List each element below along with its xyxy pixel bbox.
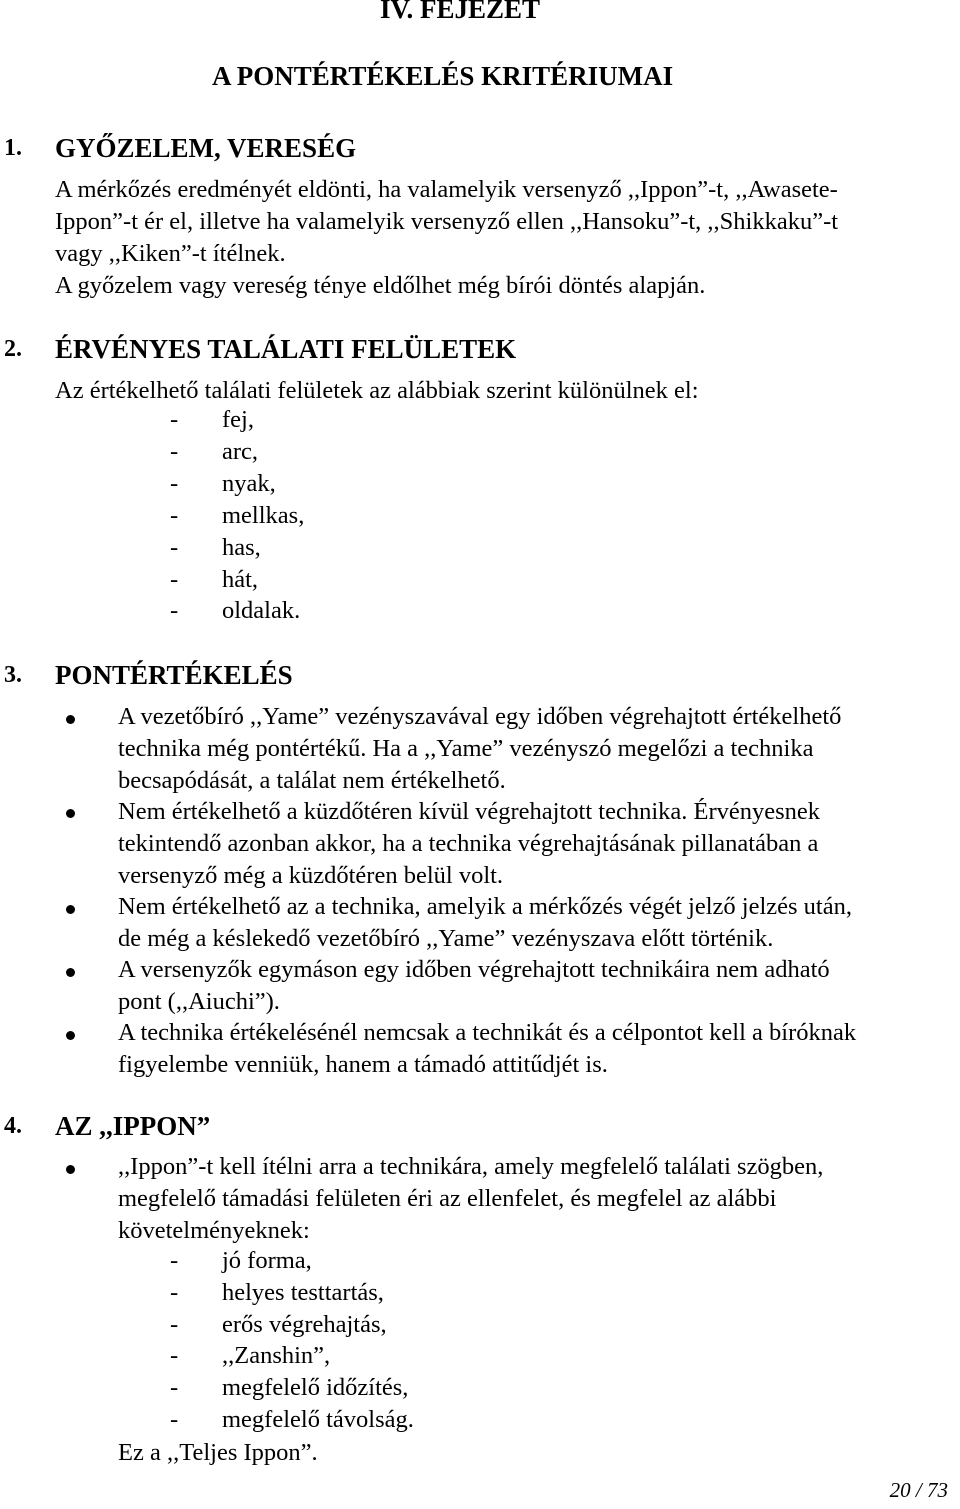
- list-item: arc,: [222, 438, 259, 465]
- section-4-bullet-line-1: ,,Ippon”-t kell ítélni arra a technikára, amely megfelelő találati szögben,: [118, 1153, 824, 1180]
- section-1-line-2: Ippon”-t ér el, illetve ha valamelyik versenyző ellen ,,Hansoku”-t, ,,Shikkaku”-t: [55, 208, 839, 235]
- section-3-bullet-2-line-1: Nem értékelhető a küzdőtéren kívül végrehajtott technika. Érvényesnek: [118, 798, 821, 825]
- section-3-bullet-5-line-1: A technika értékelésénél nemcsak a technikát és a célpontot kell a bíróknak: [118, 1019, 857, 1046]
- section-4-bullet-line-3: követelményeknek:: [118, 1217, 310, 1244]
- list-item: ,,Zanshin”,: [222, 1342, 331, 1369]
- list-dash: -: [170, 1247, 179, 1274]
- list-item: fej,: [222, 406, 254, 433]
- list-dash: -: [170, 406, 179, 433]
- list-dash: -: [170, 534, 179, 561]
- bullet-dot: [66, 809, 75, 818]
- section-4-heading: AZ ,,IPPON”: [55, 1111, 211, 1141]
- list-item: mellkas,: [222, 502, 305, 529]
- bullet-dot: [66, 715, 75, 724]
- list-item: megfelelő távolság.: [222, 1406, 414, 1433]
- list-dash: -: [170, 438, 179, 465]
- chapter-number-title: IV. FEJEZET: [380, 0, 541, 24]
- bullet-dot: [66, 1031, 75, 1040]
- bullet-dot: [66, 905, 75, 914]
- list-dash: -: [170, 566, 179, 593]
- list-item: megfelelő időzítés,: [222, 1374, 409, 1401]
- list-item: nyak,: [222, 470, 276, 497]
- section-2-number: 2.: [4, 336, 22, 362]
- section-3-bullet-4-line-2: pont (,,Aiuchi”).: [118, 988, 280, 1015]
- section-3-bullet-1-line-3: becsapódását, a találat nem értékelhető.: [118, 767, 506, 794]
- section-3-heading: PONTÉRTÉKELÉS: [55, 660, 293, 690]
- list-item: helyes testtartás,: [222, 1279, 384, 1306]
- list-dash: -: [170, 1279, 179, 1306]
- section-3-bullet-3-line-2: de még a késlekedő vezetőbíró ,,Yame” vezényszava előtt történik.: [118, 925, 774, 952]
- section-1-heading: GYŐZELEM, VERESÉG: [55, 133, 357, 163]
- section-1-line-1: A mérkőzés eredményét eldönti, ha valamelyik versenyző ,,Ippon”-t, ,,Awasete-: [55, 176, 838, 203]
- list-dash: -: [170, 1311, 179, 1338]
- list-dash: -: [170, 470, 179, 497]
- section-3-bullet-4-line-1: A versenyzők egymáson egy időben végrehajtott technikáira nem adható: [118, 956, 830, 983]
- section-2-heading: ÉRVÉNYES TALÁLATI FELÜLETEK: [55, 334, 517, 364]
- section-3-bullet-2-line-3: versenyző még a küzdőtéren belül volt.: [118, 862, 504, 889]
- bullet-dot: [66, 968, 75, 977]
- section-1-line-4: A győzelem vagy vereség ténye eldőlhet még bírói döntés alapján.: [55, 272, 706, 299]
- section-3-bullet-5-line-2: figyelembe venniük, hanem a támadó attitűdjét is.: [118, 1051, 608, 1078]
- list-dash: -: [170, 1374, 179, 1401]
- list-dash: -: [170, 502, 179, 529]
- list-dash: -: [170, 597, 179, 624]
- page-number: 20 / 73: [889, 1478, 948, 1502]
- section-3-number: 3.: [4, 662, 22, 688]
- list-item: has,: [222, 534, 261, 561]
- section-3-bullet-1-line-2: technika még pontértékű. Ha a ,,Yame” vezényszó megelőzi a technika: [118, 735, 814, 762]
- bullet-dot: [66, 1165, 75, 1174]
- section-4-closing: Ez a ,,Teljes Ippon”.: [118, 1439, 318, 1466]
- list-item: hát,: [222, 566, 259, 593]
- section-3-bullet-1-line-1: A vezetőbíró ,,Yame” vezényszavával egy időben végrehajtott értékelhető: [118, 703, 842, 730]
- list-dash: -: [170, 1342, 179, 1369]
- list-dash: -: [170, 1406, 179, 1433]
- section-3-bullet-3-line-1: Nem értékelhető az a technika, amelyik a mérkőzés végét jelző jelzés után,: [118, 893, 852, 920]
- list-item: oldalak.: [222, 597, 301, 624]
- section-1-line-3: vagy ,,Kiken”-t ítélnek.: [55, 240, 286, 267]
- section-1-number: 1.: [4, 135, 22, 161]
- section-2-intro: Az értékelhető találati felületek az alábbiak szerint különülnek el:: [55, 377, 699, 404]
- chapter-subtitle: A PONTÉRTÉKELÉS KRITÉRIUMAI: [212, 61, 674, 91]
- section-4-number: 4.: [4, 1113, 22, 1139]
- section-3-bullet-2-line-2: tekintendő azonban akkor, ha a technika végrehajtásának pillanatában a: [118, 830, 819, 857]
- list-item: jó forma,: [222, 1247, 312, 1274]
- list-item: erős végrehajtás,: [222, 1311, 387, 1338]
- section-4-bullet-line-2: megfelelő támadási felületen éri az ellenfelet, és megfelel az alábbi: [118, 1185, 777, 1212]
